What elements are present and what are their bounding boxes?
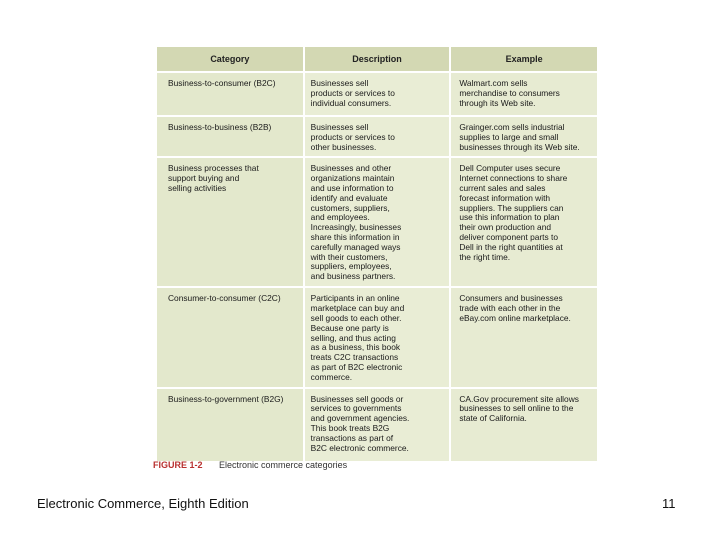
table-row [157,157,597,287]
category-cell: Business-to-business (B2B) [157,116,304,157]
table-row [157,287,597,387]
table-row [157,116,597,157]
figure-label: FIGURE 1-2 [153,460,203,470]
table-header-row [157,47,597,72]
header-category: Category [157,47,304,72]
example-cell: CA.Gov procurement site allows businesses to sell online to the state of California. [450,388,597,462]
table-row [157,388,597,462]
example-cell: Grainger.com sells industrial supplies to large and small businesses through its Web site. [450,116,597,157]
ecommerce-categories-table [157,47,597,463]
description-cell: Businesses sell goods or services to governments and government agencies. This book treats B2G transactions as part of B2C electronic commerce. [304,388,451,462]
figure-caption [153,460,347,470]
header-example: Example [450,47,597,72]
category-cell: Business-to-consumer (B2C) [157,72,304,116]
description-cell: Participants in an online marketplace can buy and sell goods to each other. Because one party is selling, and thus acting as a business, this book treats C2C transactions as part of B2C electronic commerce. [304,287,451,387]
description-cell: Businesses sell products or services to other businesses. [304,116,451,157]
example-cell: Consumers and businesses trade with each other in the eBay.com online marketplace. [450,287,597,387]
example-cell: Walmart.com sells merchandise to consumers through its Web site. [450,72,597,116]
page-number: 11 [662,496,676,511]
table-row [157,72,597,116]
figure-caption-text: Electronic commerce categories [219,460,348,470]
categories-table [157,47,597,463]
category-cell: Business-to-government (B2G) [157,388,304,462]
example-cell: Dell Computer uses secure Internet connections to share current sales and sales forecast information with suppliers. The suppliers can use this information to plan their own production and deliver component parts to Dell in the right quantities at the right time. [450,157,597,287]
description-cell: Businesses and other organizations maintain and use information to identify and evaluate customers, suppliers, and employees. Increasingly, businesses share this information in carefully managed ways with their customers, suppliers, employees, and business partners. [304,157,451,287]
header-description: Description [304,47,451,72]
category-cell: Business processes that support buying and selling activities [157,157,304,287]
category-cell: Consumer-to-consumer (C2C) [157,287,304,387]
footer-book-title: Electronic Commerce, Eighth Edition [37,496,249,511]
description-cell: Businesses sell products or services to individual consumers. [304,72,451,116]
